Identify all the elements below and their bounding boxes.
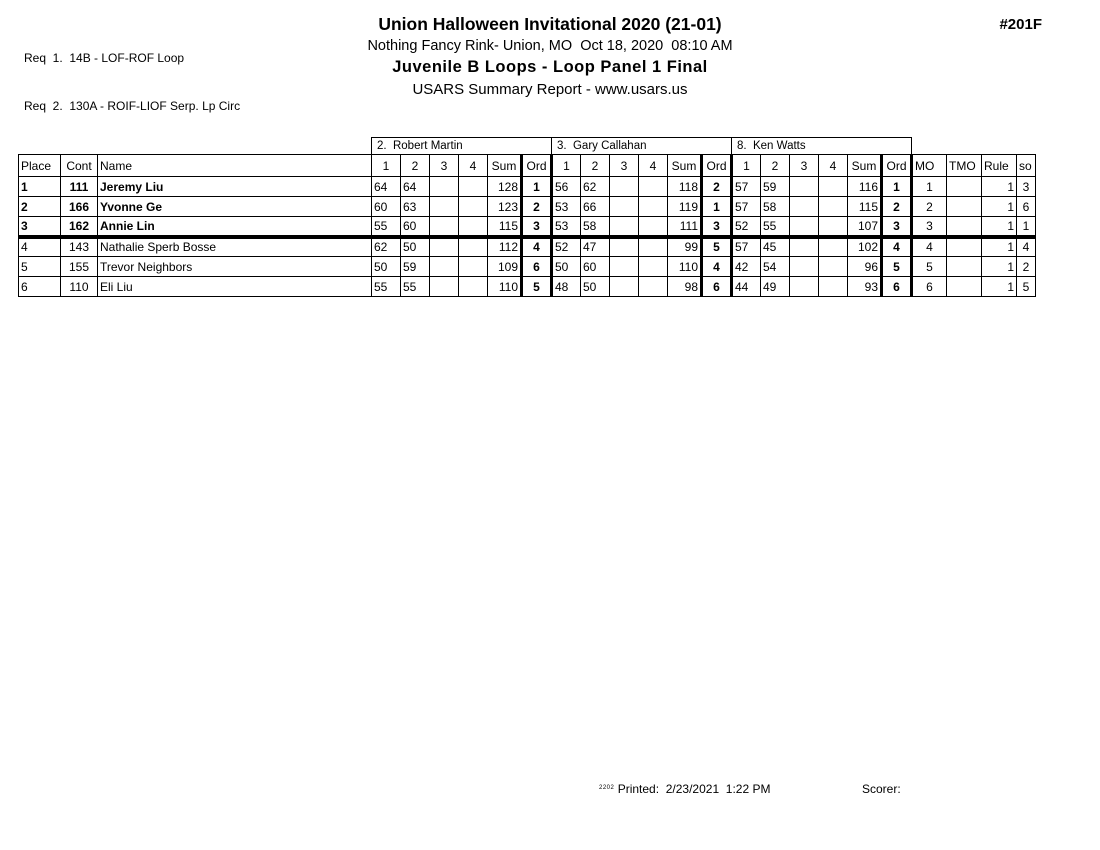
score-cell: 63 — [401, 197, 430, 217]
cont-cell: 110 — [61, 277, 98, 297]
score-cell — [639, 237, 668, 257]
tmo-cell — [947, 257, 982, 277]
score-cell: 44 — [732, 277, 761, 297]
score-cell: 47 — [581, 237, 610, 257]
so-cell: 4 — [1017, 237, 1036, 257]
score-cell — [430, 277, 459, 297]
name-cell: Trevor Neighbors — [98, 257, 372, 277]
score-cell: 57 — [732, 237, 761, 257]
ord-cell: 1 — [522, 177, 552, 197]
report-type-line: USARS Summary Report - www.usars.us — [412, 81, 688, 99]
score-cell: 64 — [401, 177, 430, 197]
score-cell: 53 — [552, 217, 581, 237]
trial-header: 3 — [430, 155, 459, 177]
score-cell — [430, 237, 459, 257]
rule-cell: 1 — [982, 217, 1017, 237]
score-cell: 60 — [581, 257, 610, 277]
ord-header: Ord — [522, 155, 552, 177]
ord-cell: 3 — [882, 217, 912, 237]
results-body — [19, 177, 1036, 297]
venue-date-line: Nothing Fancy Rink- Union, MO Oct 18, 2020 08:10 AM — [367, 37, 733, 54]
score-cell — [610, 257, 639, 277]
trial-header: 4 — [459, 155, 488, 177]
sum-header: Sum — [668, 155, 702, 177]
so-cell: 1 — [1017, 217, 1036, 237]
score-cell: 50 — [372, 257, 401, 277]
mo-cell: 3 — [912, 217, 947, 237]
ord-header: Ord — [882, 155, 912, 177]
ord-cell: 5 — [882, 257, 912, 277]
score-cell: 50 — [552, 257, 581, 277]
name-cell: Eli Liu — [98, 277, 372, 297]
score-cell: 54 — [761, 257, 790, 277]
judge-name-2: 3. Gary Callahan — [552, 138, 732, 155]
score-cell: 50 — [581, 277, 610, 297]
tmo-cell — [947, 197, 982, 217]
place-header: Place — [19, 155, 61, 177]
mo-cell: 6 — [912, 277, 947, 297]
rule-cell: 1 — [982, 257, 1017, 277]
sum-cell: 116 — [848, 177, 882, 197]
score-cell: 45 — [761, 237, 790, 257]
score-cell: 58 — [761, 197, 790, 217]
ord-cell: 5 — [702, 237, 732, 257]
tmo-cell — [947, 217, 982, 237]
score-cell — [819, 197, 848, 217]
score-cell — [459, 277, 488, 297]
mo-cell: 1 — [912, 177, 947, 197]
score-cell: 62 — [372, 237, 401, 257]
ord-cell: 6 — [702, 277, 732, 297]
place-cell: 5 — [19, 257, 61, 277]
judge-name-1: 2. Robert Martin — [372, 138, 552, 155]
ord-cell: 6 — [522, 257, 552, 277]
event-name-line: Juvenile B Loops - Loop Panel 1 Final — [392, 57, 708, 76]
score-cell: 55 — [761, 217, 790, 237]
place-cell: 4 — [19, 237, 61, 257]
score-cell — [819, 217, 848, 237]
name-header: Name — [98, 155, 372, 177]
so-header: so — [1017, 155, 1036, 177]
sum-cell: 93 — [848, 277, 882, 297]
so-cell: 2 — [1017, 257, 1036, 277]
score-cell: 52 — [552, 237, 581, 257]
so-cell: 6 — [1017, 197, 1036, 217]
score-cell — [819, 177, 848, 197]
sum-header: Sum — [848, 155, 882, 177]
ord-cell: 2 — [522, 197, 552, 217]
score-cell: 60 — [401, 217, 430, 237]
trial-header: 1 — [732, 155, 761, 177]
cont-cell: 155 — [61, 257, 98, 277]
score-cell — [639, 257, 668, 277]
place-cell: 3 — [19, 217, 61, 237]
rule-header: Rule — [982, 155, 1017, 177]
sum-cell: 111 — [668, 217, 702, 237]
score-cell — [610, 217, 639, 237]
name-cell: Jeremy Liu — [98, 177, 372, 197]
place-cell: 6 — [19, 277, 61, 297]
ord-cell: 1 — [882, 177, 912, 197]
score-cell — [610, 277, 639, 297]
results-table — [18, 137, 1036, 297]
name-cell: Nathalie Sperb Bosse — [98, 237, 372, 257]
score-cell — [819, 237, 848, 257]
sum-cell: 99 — [668, 237, 702, 257]
mo-cell: 5 — [912, 257, 947, 277]
score-cell: 60 — [372, 197, 401, 217]
trial-header: 1 — [552, 155, 581, 177]
ord-cell: 4 — [522, 237, 552, 257]
sum-cell: 96 — [848, 257, 882, 277]
score-cell: 49 — [761, 277, 790, 297]
so-cell: 3 — [1017, 177, 1036, 197]
score-cell: 53 — [552, 197, 581, 217]
score-cell: 59 — [761, 177, 790, 197]
sum-cell: 118 — [668, 177, 702, 197]
cont-cell: 111 — [61, 177, 98, 197]
name-cell: Yvonne Ge — [98, 197, 372, 217]
score-cell: 48 — [552, 277, 581, 297]
rule-cell: 1 — [982, 197, 1017, 217]
sum-cell: 98 — [668, 277, 702, 297]
score-cell: 50 — [401, 237, 430, 257]
score-cell — [639, 177, 668, 197]
score-cell: 58 — [581, 217, 610, 237]
cont-cell: 143 — [61, 237, 98, 257]
score-cell: 42 — [732, 257, 761, 277]
judge-name-3: 8. Ken Watts — [732, 138, 912, 155]
score-cell: 62 — [581, 177, 610, 197]
ord-cell: 4 — [882, 237, 912, 257]
trial-header: 1 — [372, 155, 401, 177]
score-cell: 55 — [372, 277, 401, 297]
ord-cell: 2 — [702, 177, 732, 197]
skater-row — [19, 257, 1036, 277]
score-cell: 52 — [732, 217, 761, 237]
mo-cell: 2 — [912, 197, 947, 217]
sum-cell: 109 — [488, 257, 522, 277]
sum-header: Sum — [488, 155, 522, 177]
cont-header: Cont — [61, 155, 98, 177]
score-cell — [459, 177, 488, 197]
score-cell: 66 — [581, 197, 610, 217]
tmo-cell — [947, 237, 982, 257]
place-cell: 1 — [19, 177, 61, 197]
score-cell — [459, 197, 488, 217]
requirement-line: Req 2. 130A - ROIF-LIOF Serp. Lp Circ — [24, 99, 241, 113]
score-cell — [430, 257, 459, 277]
score-cell: 64 — [372, 177, 401, 197]
mo-header: MO — [912, 155, 947, 177]
name-cell: Annie Lin — [98, 217, 372, 237]
score-cell — [790, 197, 819, 217]
requirement-line: Req 1. 14B - LOF-ROF Loop — [24, 51, 185, 65]
score-cell — [430, 217, 459, 237]
score-cell — [790, 257, 819, 277]
score-cell — [639, 217, 668, 237]
rule-cell: 1 — [982, 177, 1017, 197]
ord-cell: 3 — [522, 217, 552, 237]
title-block — [0, 13, 1100, 100]
judge-row-spacer-left — [19, 138, 372, 155]
sum-cell: 128 — [488, 177, 522, 197]
sum-cell: 102 — [848, 237, 882, 257]
score-cell — [430, 177, 459, 197]
score-cell — [790, 277, 819, 297]
trial-header: 3 — [610, 155, 639, 177]
printed-value: 2/23/2021 1:22 PM — [665, 782, 771, 796]
sum-cell: 123 — [488, 197, 522, 217]
print-info — [599, 782, 770, 796]
place-cell: 2 — [19, 197, 61, 217]
sum-cell: 110 — [668, 257, 702, 277]
sum-cell: 119 — [668, 197, 702, 217]
column-header-row — [19, 155, 1036, 177]
score-cell — [459, 237, 488, 257]
tmo-cell — [947, 277, 982, 297]
judge-row-spacer-right — [912, 138, 1036, 155]
score-cell — [790, 177, 819, 197]
score-cell — [639, 277, 668, 297]
version-stamp: 2202 — [599, 785, 615, 791]
mo-cell: 4 — [912, 237, 947, 257]
score-cell — [790, 217, 819, 237]
trial-header: 2 — [401, 155, 430, 177]
trial-header: 4 — [639, 155, 668, 177]
score-cell: 56 — [552, 177, 581, 197]
entry-number: #201F — [999, 16, 1042, 33]
cont-cell: 166 — [61, 197, 98, 217]
judge-header-row — [19, 138, 1036, 155]
score-cell: 57 — [732, 197, 761, 217]
ord-header: Ord — [702, 155, 732, 177]
score-cell — [639, 197, 668, 217]
score-cell — [610, 177, 639, 197]
trial-header: 2 — [761, 155, 790, 177]
score-cell — [610, 197, 639, 217]
score-cell — [430, 197, 459, 217]
skater-row — [19, 177, 1036, 197]
ord-cell: 1 — [702, 197, 732, 217]
tmo-header: TMO — [947, 155, 982, 177]
ord-cell: 3 — [702, 217, 732, 237]
so-cell: 5 — [1017, 277, 1036, 297]
sum-cell: 107 — [848, 217, 882, 237]
sum-cell: 110 — [488, 277, 522, 297]
score-cell — [459, 217, 488, 237]
skater-row — [19, 277, 1036, 297]
ord-cell: 2 — [882, 197, 912, 217]
skater-row — [19, 197, 1036, 217]
cont-cell: 162 — [61, 217, 98, 237]
score-cell — [790, 237, 819, 257]
score-cell: 55 — [401, 277, 430, 297]
event-title: Union Halloween Invitational 2020 (21-01) — [378, 14, 722, 34]
score-cell — [610, 237, 639, 257]
ord-cell: 6 — [882, 277, 912, 297]
ord-cell: 4 — [702, 257, 732, 277]
trial-header: 2 — [581, 155, 610, 177]
scorer-label: Scorer: — [862, 782, 901, 796]
score-cell: 59 — [401, 257, 430, 277]
rule-cell: 1 — [982, 237, 1017, 257]
sum-cell: 112 — [488, 237, 522, 257]
skater-row — [19, 217, 1036, 237]
score-cell — [459, 257, 488, 277]
sum-cell: 115 — [488, 217, 522, 237]
score-cell — [819, 277, 848, 297]
sum-cell: 115 — [848, 197, 882, 217]
score-cell: 57 — [732, 177, 761, 197]
trial-header: 4 — [819, 155, 848, 177]
score-cell — [819, 257, 848, 277]
trial-header: 3 — [790, 155, 819, 177]
printed-label: Printed: — [617, 782, 660, 796]
ord-cell: 5 — [522, 277, 552, 297]
skater-row — [19, 237, 1036, 257]
rule-cell: 1 — [982, 277, 1017, 297]
score-cell: 55 — [372, 217, 401, 237]
tmo-cell — [947, 177, 982, 197]
